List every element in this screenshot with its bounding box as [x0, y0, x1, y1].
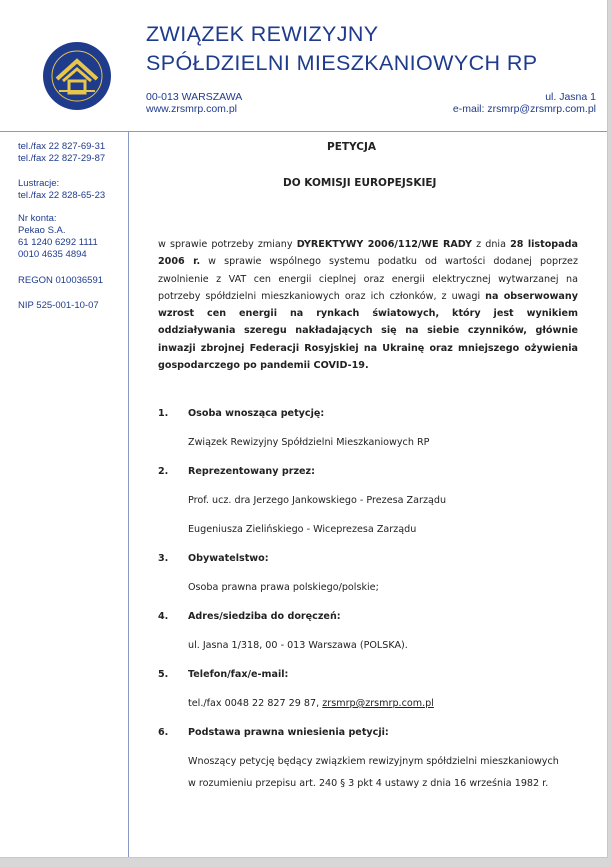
sidebar-account-label: Nr konta:	[18, 213, 57, 224]
section-number: 3.	[158, 553, 169, 564]
intro-reason: na obserwowany wzrost cen energii na rynkach światowych, który jest wynikiem oddziaływania szeregu nakładających się na siebie czynników, głównie inwazji zbrojnej Federacji Rosyjskiej na Ukrainę oraz mniejszego ożywienia gospodarczego po pandemii COVID-19.	[158, 290, 578, 372]
section-2-line-2: Eugeniusza Zielińskiego - Wiceprezesa Zarządu	[188, 524, 417, 535]
contact-phone: tel./fax 0048 22 827 29 87,	[188, 698, 323, 709]
intro-directive: DYREKTYWY 2006/112/WE RADY	[296, 239, 472, 250]
section-number: 1.	[158, 408, 169, 419]
intro-part-c: z dnia	[472, 239, 511, 250]
section-title: Obywatelstwo:	[188, 553, 269, 564]
intro-part-e: w sprawie wspólnego systemu podatku od wartości dodanej poprzez zwolnienie z VAT cen energii cieplnej oraz energii elektrycznej wytwarzanej na potrzeby spółdzielni mieszkaniowych oraz ich członków, z uwagi	[158, 256, 578, 302]
section-title: Telefon/fax/e-mail:	[188, 669, 289, 680]
header-divider	[0, 131, 607, 132]
section-title: Osoba wnosząca petycję:	[188, 408, 325, 419]
section-title: Podstawa prawna wniesienia petycji:	[188, 727, 389, 738]
sidebar-regon: REGON 010036591	[18, 275, 104, 286]
section-6-line-2: w rozumieniu przepisu art. 240 § 3 pkt 4 ustawy z dnia 16 września 1982 r.	[188, 778, 549, 789]
org-name-line1: ZWIĄZEK REWIZYJNY	[146, 22, 379, 46]
intro-part-a: w sprawie potrzeby zmiany	[158, 239, 297, 250]
document-subtitle: DO KOMISJI EUROPEJSKIEJ	[283, 177, 437, 189]
document-title: PETYCJA	[327, 141, 376, 153]
website-link[interactable]: www.zrsmrp.com.pl	[146, 103, 238, 115]
street-address: ul. Jasna 1	[545, 91, 596, 103]
organization-name	[146, 20, 538, 78]
section-title: Adres/siedziba do doręczeń:	[188, 611, 341, 622]
sidebar-account-line1: 61 1240 6292 1111	[18, 237, 98, 248]
sidebar-bank: Pekao S.A.	[18, 225, 66, 236]
email-address[interactable]: e-mail: zrsmrp@zrsmrp.com.pl	[452, 103, 596, 115]
section-1-line-1: Związek Rewizyjny Spółdzielni Mieszkaniowych RP	[188, 437, 430, 448]
section-3-line-1: Osoba prawna prawa polskiego/polskie;	[188, 582, 379, 593]
intro-date: 28 listopada 2006 r.	[158, 239, 578, 268]
sidebar-account-line2: 0010 4635 4894	[18, 249, 87, 260]
sidebar-lustracja-label: Lustracje:	[18, 178, 60, 189]
section-2-line-1: Prof. ucz. dra Jerzego Jankowskiego - Prezesa Zarządu	[188, 495, 447, 506]
sidebar-phone-2: tel./fax 22 827-29-87	[18, 153, 106, 164]
section-6-line-1: Wnoszący petycję będący związkiem rewizyjnym spółdzielni mieszkaniowych	[188, 756, 559, 767]
section-4-line-1: ul. Jasna 1/318, 00 - 013 Warszawa (POLSKA).	[188, 640, 408, 651]
org-name-line2: SPÓŁDZIELNI MIESZKANIOWYCH RP	[146, 51, 538, 75]
sidebar-phone-1: tel./fax 22 827-69-31	[18, 141, 106, 152]
section-number: 6.	[158, 727, 169, 738]
sidebar-divider	[128, 132, 129, 857]
section-number: 5.	[158, 669, 169, 680]
intro-paragraph	[158, 236, 578, 374]
association-logo	[42, 41, 112, 111]
section-title: Reprezentowany przez:	[188, 466, 315, 477]
section-number: 4.	[158, 611, 169, 622]
contact-email-link[interactable]: zrsmrp@zrsmrp.com.pl	[322, 698, 434, 709]
section-number: 2.	[158, 466, 169, 477]
sidebar-lustracja-phone: tel./fax 22 828-65-23	[18, 190, 106, 201]
sidebar-nip: NIP 525-001-10-07	[18, 300, 99, 311]
postal-city: 00-013 WARSZAWA	[146, 91, 243, 103]
section-5-contact	[188, 698, 434, 709]
